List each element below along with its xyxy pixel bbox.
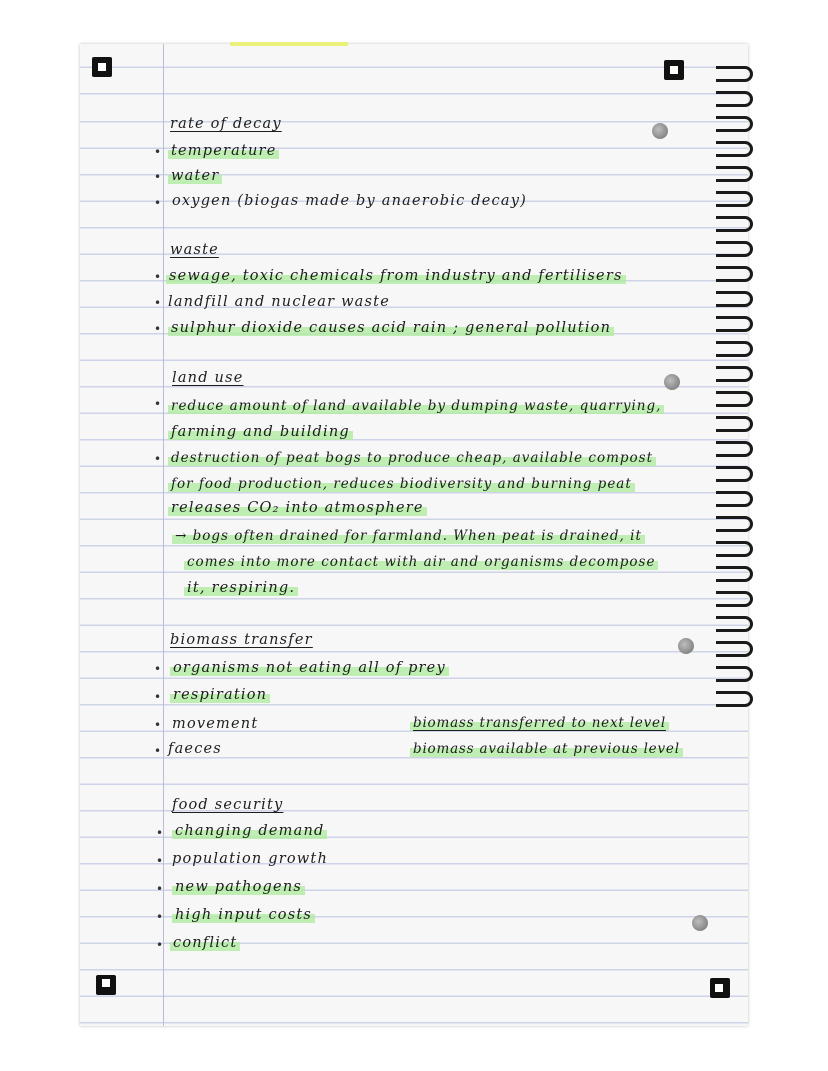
list-item: faeces (168, 741, 222, 757)
section-heading-waste: waste (170, 242, 219, 258)
bullet-icon: • (154, 690, 162, 704)
bullet-icon: • (154, 322, 162, 336)
punch-hole (664, 374, 680, 390)
fraction-denominator: biomass available at previous level (410, 741, 683, 757)
list-item: landfill and nuclear waste (168, 294, 390, 310)
bullet-icon: • (156, 938, 164, 952)
list-item-continuation: releases CO₂ into atmosphere (168, 500, 427, 516)
punch-hole (692, 915, 708, 931)
bullet-icon: • (154, 718, 162, 732)
bullet-icon: • (154, 662, 162, 676)
list-item: conflict (170, 935, 240, 951)
list-item: temperature (168, 143, 279, 159)
punch-hole (652, 123, 668, 139)
bullet-icon: • (156, 826, 164, 840)
corner-marker-top-right (664, 60, 684, 80)
corner-marker-bottom-right (710, 978, 730, 998)
section-heading-biomass: biomass transfer (170, 632, 313, 648)
bullet-icon: • (154, 196, 162, 210)
list-item: sewage, toxic chemicals from industry and fertilisers (166, 268, 626, 284)
list-item: organisms not eating all of prey (170, 660, 449, 676)
section-heading-food-security: food security (172, 797, 284, 813)
list-item: sulphur dioxide causes acid rain ; general pollution (168, 320, 614, 336)
corner-marker-bottom-left (96, 975, 116, 995)
list-item: changing demand (172, 823, 327, 839)
bullet-icon: • (154, 270, 162, 284)
list-item: destruction of peat bogs to produce cheap, available compost (168, 450, 656, 466)
bullet-icon: • (156, 882, 164, 896)
list-item: respiration (170, 687, 270, 703)
list-item: water (168, 168, 222, 184)
list-item-continuation: farming and building (168, 424, 353, 440)
corner-marker-top-left (92, 57, 112, 77)
list-item-continuation: for food production, reduces biodiversity and burning peat (168, 476, 635, 492)
list-item: high input costs (172, 907, 315, 923)
fraction-numerator: biomass transferred to next level (410, 715, 669, 731)
bullet-icon: • (154, 296, 162, 310)
bullet-icon: • (154, 744, 162, 758)
arrow-note-continuation: comes into more contact with air and organisms decompose (184, 554, 658, 570)
arrow-note-continuation: it, respiring. (184, 580, 298, 596)
bullet-icon: • (156, 910, 164, 924)
yellow-tab (230, 42, 348, 46)
margin-line (163, 44, 164, 1026)
punch-hole (678, 638, 694, 654)
bullet-icon: • (154, 145, 162, 159)
bullet-icon: • (154, 170, 162, 184)
section-heading-land-use: land use (172, 370, 244, 386)
list-item: reduce amount of land available by dumping waste, quarrying, (168, 398, 664, 414)
list-item: population growth (172, 851, 328, 867)
section-heading-decay: rate of decay (170, 116, 282, 132)
bullet-icon: • (154, 452, 162, 466)
list-item: movement (172, 716, 259, 732)
bullet-icon: • (154, 397, 162, 411)
list-item: oxygen (biogas made by anaerobic decay) (172, 193, 527, 209)
arrow-note: → bogs often drained for farmland. When peat is drained, it (172, 528, 645, 544)
spiral-binding (716, 66, 756, 746)
bullet-icon: • (156, 854, 164, 868)
list-item: new pathogens (172, 879, 305, 895)
